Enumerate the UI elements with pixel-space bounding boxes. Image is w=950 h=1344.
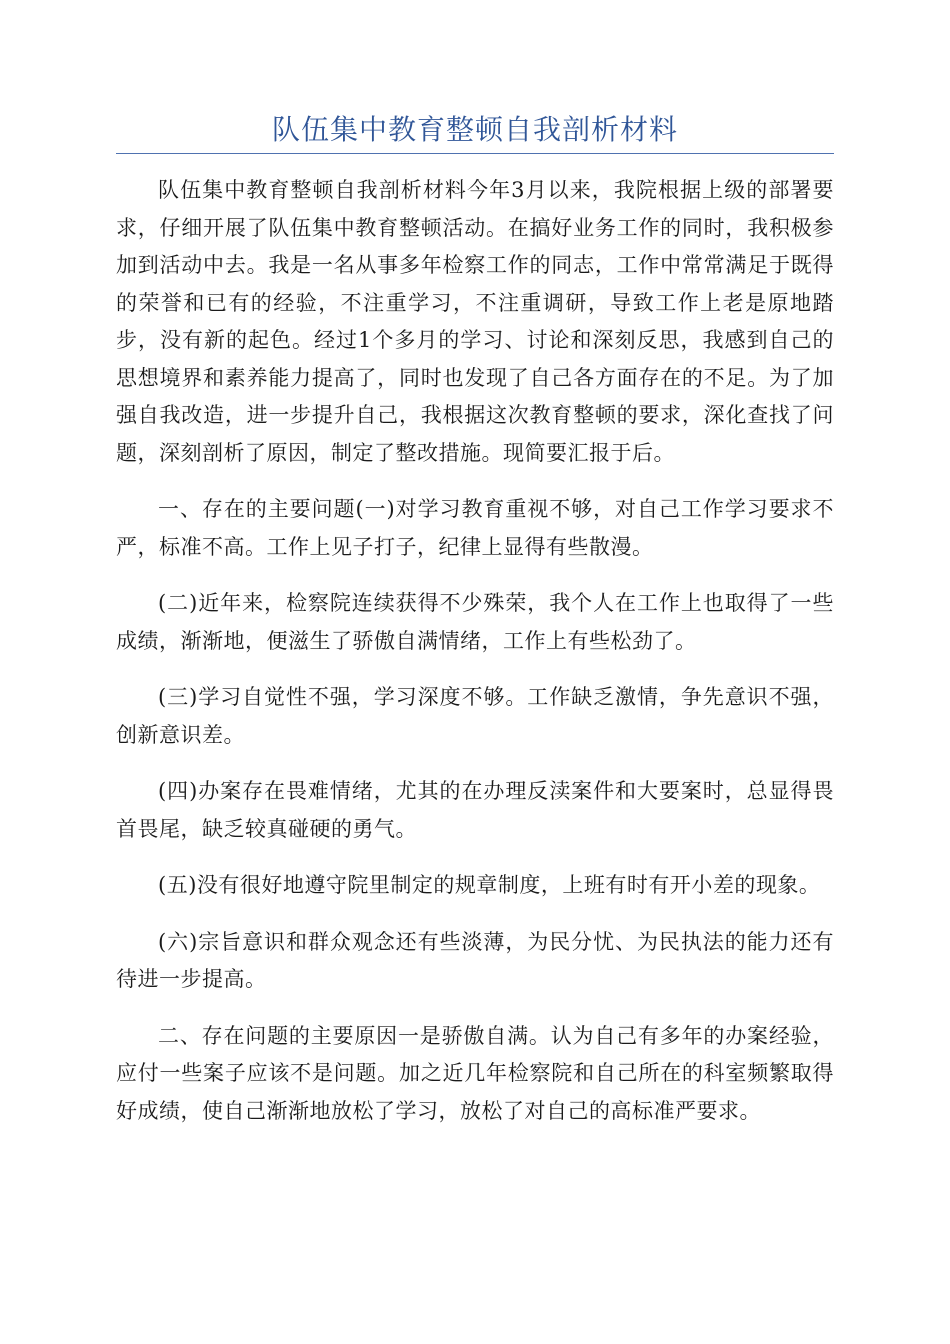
document-title: 队伍集中教育整顿自我剖析材料 bbox=[271, 113, 678, 146]
paragraph-problems-3: (三)学习自觉性不强，学习深度不够。工作缺乏激情，争先意识不强，创新意识差。 bbox=[116, 685, 834, 747]
paragraph-problems-4: (四)办案存在畏难情绪，尤其的在办理反渎案件和大要案时，总显得畏首畏尾，缺乏较真碰硬的勇气。 bbox=[116, 779, 834, 841]
paragraph-causes: 二、存在问题的主要原因一是骄傲自满。认为自己有多年的办案经验，应付一些案子应该不是问题。加之近几年检察院和自己所在的科室频繁取得好成绩，使自己渐渐地放松了学习，放松了对自己的高标准严要求。 bbox=[116, 1023, 834, 1123]
paragraph-problems-2: (二)近年来，检察院连续获得不少殊荣，我个人在工作上也取得了一些成绩，渐渐地，便滋生了骄傲自满情绪，工作上有些松劲了。 bbox=[116, 591, 834, 653]
document-page bbox=[116, 110, 834, 1149]
paragraph-problems-1: 一、存在的主要问题(一)对学习教育重视不够，对自己工作学习要求不严，标准不高。工作上见子打子，纪律上显得有些散漫。 bbox=[116, 497, 834, 559]
title-underline bbox=[116, 153, 834, 154]
paragraph-problems-6: (六)宗旨意识和群众观念还有些淡薄，为民分忧、为民执法的能力还有待进一步提高。 bbox=[116, 929, 834, 991]
document-body bbox=[116, 172, 834, 1130]
paragraph-problems-5: (五)没有很好地遵守院里制定的规章制度，上班有时有开小差的现象。 bbox=[158, 873, 821, 897]
paragraph-intro: 队伍集中教育整顿自我剖析材料今年3月以来，我院根据上级的部署要求，仔细开展了队伍集中教育整顿活动。在搞好业务工作的同时，我积极参加到活动中去。我是一名从事多年检察工作的同志，工作中常常满足于既得的荣誉和已有的经验，不注重学习，不注重调研，导致工作上老是原地踏步，没有新的起色。经过1个多月的学习、讨论和深刻反思，我感到自己的思想境界和素养能力提高了，同时也发现了自己各方面存在的不足。为了加强自我改造，进一步提升自己，我根据这次教育整顿的要求，深化查找了问题，深刻剖析了原因，制定了整改措施。现简要汇报于后。 bbox=[116, 178, 834, 465]
